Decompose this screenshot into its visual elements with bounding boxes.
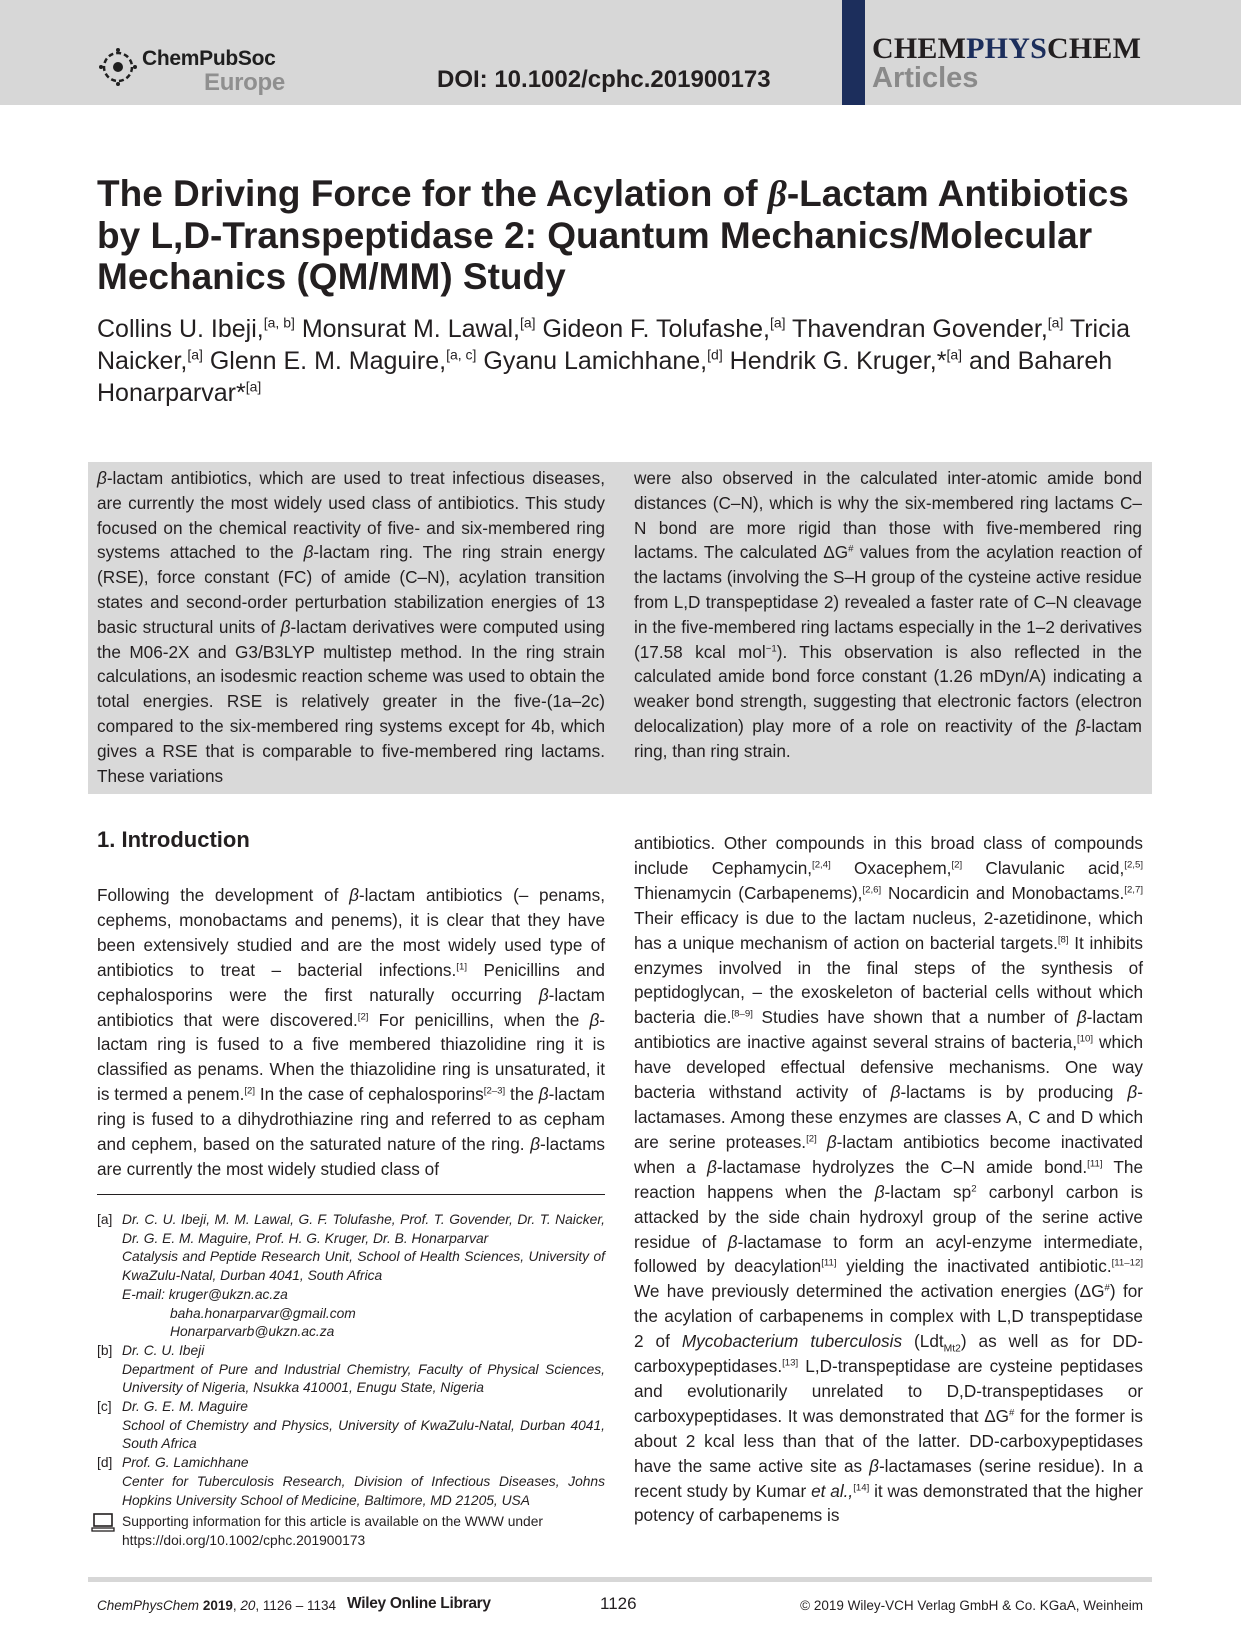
text-run: −1: [765, 642, 777, 654]
text-run: which have developed effectual defensive mechanisms. One way bacteria withstand activity of: [634, 1032, 1144, 1103]
title-line-1: The Driving Force for the Acylation of β-Lactam Antibiotics: [97, 173, 1129, 215]
text-run: ) as well as for DD-carboxypeptidases.: [634, 1331, 1143, 1377]
text-run: -lactam ring, than ring strain.: [634, 715, 1142, 761]
journal-header-bar: [0, 0, 1241, 105]
author-name: Glenn E. M. Maguire,: [209, 347, 447, 375]
author-entry: [483, 347, 722, 375]
footnote-tag: [c]: [97, 1399, 112, 1415]
copyright-notice: © 2019 Wiley-VCH Verlag GmbH & Co. KGaA, Weinheim: [800, 1598, 1143, 1613]
footnote-names: Dr. C. U. Ibeji, M. M. Lawal, G. F. Tolufashe, Prof. T. Govender, Dr. T. Naicker, Dr. G. E. M. Maguire, Prof. H. G. Kruger, Dr. B. Honarparvar: [122, 1212, 605, 1246]
text-run: carbonyl carbon is attacked by the side chain hydroxyl group of the serine active residue of: [634, 1181, 1143, 1252]
abstract-box: [88, 462, 1152, 794]
footnote-names: Dr. C. U. Ibeji: [122, 1342, 205, 1358]
journal-title-part2: PHYS: [966, 32, 1047, 65]
text-run: -lactams is by producing: [900, 1082, 1128, 1103]
text-run: Penicillins and cephalosporins were the first naturally occurring: [97, 959, 605, 1005]
text-run: ) for the acylation of carbapenems in complex with L,D transpeptidase 2 of: [634, 1281, 1143, 1352]
footnote-divider: [97, 1194, 605, 1195]
text-run: β: [538, 984, 549, 1005]
text-run: Oxacephem,: [830, 857, 952, 878]
text-run: For penicillins, when the: [368, 1009, 590, 1030]
article-title: [97, 173, 1147, 297]
text-run: β: [530, 1134, 541, 1155]
text-run: -lactam antibiotics are inactive against several strains of bacteria,: [634, 1007, 1143, 1053]
text-run: Mt2: [943, 1343, 961, 1355]
footnote-tag: [d]: [97, 1455, 113, 1471]
author-affiliation-marker: [a]: [946, 346, 963, 363]
text-run: In the case of cephalosporins: [255, 1084, 484, 1105]
footnote-tag: [a]: [97, 1212, 113, 1227]
introduction-right-column: [634, 831, 1143, 1528]
text-run: It inhibits enzymes involved in the final steps of the synthesis of peptidoglycan, – the exoskeleton of bacterial cells without which bacteria die.: [634, 932, 1144, 1028]
text-run: [14]: [853, 1481, 870, 1493]
author-affiliation-marker: [d]: [707, 346, 723, 363]
footnote-email[interactable]: Honarparvarb@ukzn.ac.za: [170, 1324, 335, 1340]
author-affiliation-marker: [a]: [245, 378, 262, 395]
text-run: [2,7]: [1124, 884, 1143, 896]
title-line-2: by L,D-Transpeptidase 2: Quantum Mechanics/Molecular: [97, 215, 1093, 256]
text-run: [11]: [1087, 1158, 1103, 1170]
author-affiliation-marker: [a]: [519, 314, 536, 331]
footnote-b: [97, 1342, 605, 1398]
text-run: β: [280, 616, 291, 637]
text-run: [11–12]: [1111, 1257, 1144, 1269]
text-run: it was demonstrated that the higher potency of carbapenems is: [634, 1480, 1143, 1526]
page-number: 1126: [600, 1594, 637, 1613]
text-run: -lactamase hydrolyzes the C–N amide bond.: [716, 1156, 1088, 1177]
author-affiliation-marker: [a]: [769, 314, 786, 331]
author-affiliation-marker: [a, c]: [446, 346, 477, 363]
title-beta-symbol: β: [767, 174, 787, 215]
author-entry: [302, 315, 536, 343]
text-run: -lactam antibiotics (– penams, cephems, monobactams and penems), it is clear that they have been extensively studied and are the most widely used type of antibiotics to treat – bacterial infections.: [97, 885, 605, 980]
text-run: [2]: [951, 859, 963, 871]
title-line-3: Mechanics (QM/MM) Study: [97, 256, 566, 297]
text-run: Studies have shown that a number of: [752, 1007, 1077, 1028]
text-run: -lactamases (serine residue). In a recent study by Kumar: [634, 1455, 1143, 1501]
text-run: ). This observation is also reflected in the calculated amide bond force constant (1.26 mDyn/A) indicating a weaker bond strength, suggesting that electronic factors (electron delocalization) play more of a role on reactivity of the: [634, 641, 1143, 736]
text-run: -lactam ring is fused to a five membered thiazolidine ring it is classified as penams. When the thiazolidine ring is unsaturated, it is termed a penem.: [97, 1009, 605, 1105]
footnote-c: [97, 1398, 605, 1454]
abstract-right-column: [634, 466, 1142, 764]
supporting-information-text[interactable]: Supporting information for this article is available on the WWW under https://doi.org/10.1002/cphc.201900173: [122, 1514, 543, 1548]
text-run: L,D-transpeptidase are cysteine peptidases and evolutionarily unrelated to D,D-transpeptidases or carboxypeptidases. It was demonstrated that ΔG: [634, 1356, 1143, 1426]
text-run: -lactam sp: [884, 1181, 972, 1202]
text-run: [817, 1132, 827, 1152]
text-run: -lactam antibiotics, which are used to treat infectious diseases, are currently the most widely used class of antibiotics. This study focused on the chemical reactivity of five- and six-membered ring systems attached to the: [97, 468, 605, 563]
text-run: #: [1009, 1407, 1015, 1419]
text-run: #: [1104, 1282, 1110, 1294]
author-affiliation-marker: [a]: [1047, 314, 1064, 331]
author-affiliation-marker: [a]: [187, 346, 203, 363]
footnote-names: Dr. G. E. M. Maguire: [122, 1399, 248, 1415]
footnote-address: Center for Tuberculosis Research, Division of Infectious Diseases, Johns Hopkins University School of Medicine, Baltimore, MD 21205, USA: [122, 1473, 605, 1508]
text-run: [2,5]: [1124, 859, 1144, 871]
abstract-left-column: [97, 466, 605, 788]
text-run: for the former is about 2 kcal less than that of the latter. DD-carboxypeptidases have the same active site as: [634, 1405, 1143, 1476]
text-run: Thienamycin (Carbapenems),: [634, 882, 863, 903]
text-run: [8–9]: [731, 1008, 753, 1020]
article-doi: DOI: 10.1002/cphc.201900173: [437, 66, 771, 93]
text-run: We have previously determined the activation energies (ΔG: [634, 1281, 1105, 1302]
text-run: β: [303, 542, 314, 563]
text-run: [13]: [782, 1357, 799, 1369]
text-run: the: [505, 1084, 539, 1105]
text-run: [2–3]: [483, 1085, 506, 1097]
publisher-name: ChemPubSoc: [142, 47, 276, 70]
text-run: β: [826, 1131, 837, 1152]
introduction-left-column: [97, 883, 605, 1182]
author-name: Hendrik G. Kruger,*: [729, 347, 947, 375]
text-run: Clavulanic acid,: [962, 857, 1125, 878]
text-run: β: [538, 1084, 549, 1105]
text-run: -lactam antibiotics become inactivated when a: [634, 1131, 1143, 1177]
author-entry: [730, 347, 962, 375]
text-run: β: [589, 1009, 600, 1030]
text-run: β: [349, 885, 359, 905]
text-run: were also observed in the calculated inter-atomic amide bond distances (C–N), which is why the six-membered ring lactams C–N bond are more rigid than those with five-membered ring lactams. The calculated ΔG: [634, 468, 1142, 563]
text-run: et al.,: [811, 1480, 854, 1501]
footnote-names: Prof. G. Lamichhane: [122, 1455, 249, 1471]
author-name: Collins U. Ibeji,: [97, 315, 264, 343]
wiley-online-library-link[interactable]: Wiley Online Library: [347, 1595, 491, 1612]
text-run: β: [707, 1156, 717, 1177]
text-run: The reaction happens when the: [634, 1156, 1143, 1202]
footnote-address: School of Chemistry and Physics, University of KwaZulu-Natal, Durban 4041, South Africa: [122, 1417, 605, 1452]
text-run: Mycobacterium tuberculosis: [681, 1331, 903, 1352]
footnote-d: [97, 1454, 605, 1510]
text-run: Their efficacy is due to the lactam nucleus, 2-azetidinone, which has a unique mechanism of action on bacterial targets.: [634, 907, 1143, 953]
author-entry: [210, 347, 477, 375]
author-name: Gyanu Lamichhane,: [483, 347, 708, 375]
text-run: values from the acylation reaction of the lactams (involving the S–H group of the cysteine active residue from L,D transpeptidase 2) revealed a faster rate of C–N cleavage in the five-membered ring lactams especially in the 1–2 derivatives (17.58 kcal mol: [634, 542, 1142, 662]
journal-title-part3: CHEM: [1046, 32, 1142, 65]
journal-title-part1: CHEM: [872, 32, 967, 65]
text-run: antibiotics. Other compounds in this broad class of compounds include Cephamycin,: [634, 833, 1143, 878]
publisher-region: Europe: [204, 69, 285, 96]
text-run: β: [869, 1455, 879, 1476]
text-run: β: [890, 1082, 901, 1103]
text-run: [2]: [357, 1010, 369, 1022]
text-run: [2]: [806, 1133, 817, 1145]
computer-monitor-icon: [91, 1513, 115, 1533]
text-run: -lactam ring. The ring strain energy (RSE), force constant (FC) of amide (C–N), acylation transition states and second-order perturbation stabilization energies of 13 basic structural units of: [97, 542, 605, 637]
footer-citation: ChemPhysChem 2019, 20, 1126 – 1134: [97, 1598, 336, 1613]
text-run: #: [848, 543, 854, 555]
author-name: Gideon F. Tolufashe,: [542, 315, 770, 343]
supporting-information-note: [97, 1513, 605, 1550]
text-run: β: [97, 468, 107, 488]
text-run: Following the development of: [97, 885, 350, 905]
author-list: Collins U. Ibeji,[a, b] Monsurat M. Lawal,[a] Gideon F. Tolufashe,[a] Thavendran Govender,[a] Tricia Naicker,[a] Glenn E. M. Maguire,[a, c] Gyanu Lamichhane,[d] Hendrik G. Kruger,*[a] and Bahareh Honarparvar*[a]: [97, 314, 1131, 407]
author-name: Monsurat M. Lawal,: [301, 315, 520, 343]
author-entry: [543, 315, 786, 343]
footer-divider: [88, 1577, 1152, 1582]
text-run: β: [727, 1231, 738, 1252]
publisher-star-circle-icon: [98, 47, 138, 87]
footnote-tag: [b]: [97, 1342, 113, 1358]
journal-color-stripe: [842, 0, 865, 105]
author-name: Bahareh Honarparvar*: [97, 347, 1113, 407]
author-entry: [97, 315, 295, 343]
author-name: Thavendran Govender,: [792, 315, 1048, 343]
text-run: -lactamases. Among these enzymes are classes A, C and D which are serine proteases.: [634, 1082, 1143, 1152]
footnote-email[interactable]: E-mail: kruger@ukzn.ac.za: [122, 1286, 288, 1302]
author-name: Tricia Naicker,: [97, 315, 1131, 375]
text-run: 2: [971, 1182, 977, 1194]
text-run: β: [1127, 1082, 1138, 1103]
text-run: β: [1075, 715, 1086, 736]
text-run: yielding the inactivated antibiotic.: [836, 1256, 1112, 1277]
footnote-address: Catalysis and Peptide Research Unit, School of Health Sciences, University of KwaZulu-Natal, Durban 4041, South Africa: [122, 1249, 605, 1284]
text-run: Nocardicin and Monobactams.: [881, 882, 1125, 903]
author-entry: [792, 315, 1063, 343]
footnote-email[interactable]: baha.honarparvar@gmail.com: [170, 1305, 356, 1321]
text-run: β: [1076, 1007, 1087, 1028]
footnote-address: Department of Pure and Industrial Chemistry, Faculty of Physical Sciences, University of Nigeria, Nsukka 410001, Enugu State, Nigeria: [122, 1361, 605, 1396]
text-run: -lactam ring is fused to a dihydrothiazine ring and referred to as cepham and cephem, based on the saturated nature of the ring.: [97, 1084, 605, 1155]
journal-title: [872, 32, 1141, 66]
text-run: [11]: [821, 1257, 837, 1269]
text-run: [2,6]: [862, 884, 882, 896]
text-run: -lactam antibiotics that were discovered.: [97, 984, 605, 1030]
footnote-a: [97, 1211, 605, 1342]
text-run: [10]: [1077, 1033, 1094, 1045]
text-run: (Ldt: [902, 1331, 944, 1352]
author-affiliation-marker: [a, b]: [263, 314, 295, 331]
article-type-label: Articles: [872, 62, 979, 94]
text-run: [1]: [456, 960, 467, 972]
chempubsoc-logo: [98, 44, 288, 94]
text-run: [8]: [1057, 933, 1069, 945]
text-run: -lactams are currently the most widely studied class of: [97, 1134, 605, 1179]
affiliation-footnotes: [97, 1211, 605, 1551]
text-run: -lactamase to form an acyl-enzyme intermediate, followed by deacylation: [634, 1231, 1143, 1277]
section-heading-introduction: 1. Introduction: [97, 827, 250, 852]
text-run: -lactam derivatives were computed using the M06-2X and G3/B3LYP multistep method. In the ring strain calculations, an isodesmic reaction scheme was used to obtain the total energies. RSE is relatively greater in the five-(1a–2c) compared to the six-membered ring systems except for 4b, which gives a RSE that is comparable to five-membered ring lactams. These variations: [97, 616, 605, 786]
text-run: β: [874, 1181, 885, 1202]
text-run: [2]: [244, 1085, 256, 1097]
text-run: [2,4]: [812, 859, 831, 871]
